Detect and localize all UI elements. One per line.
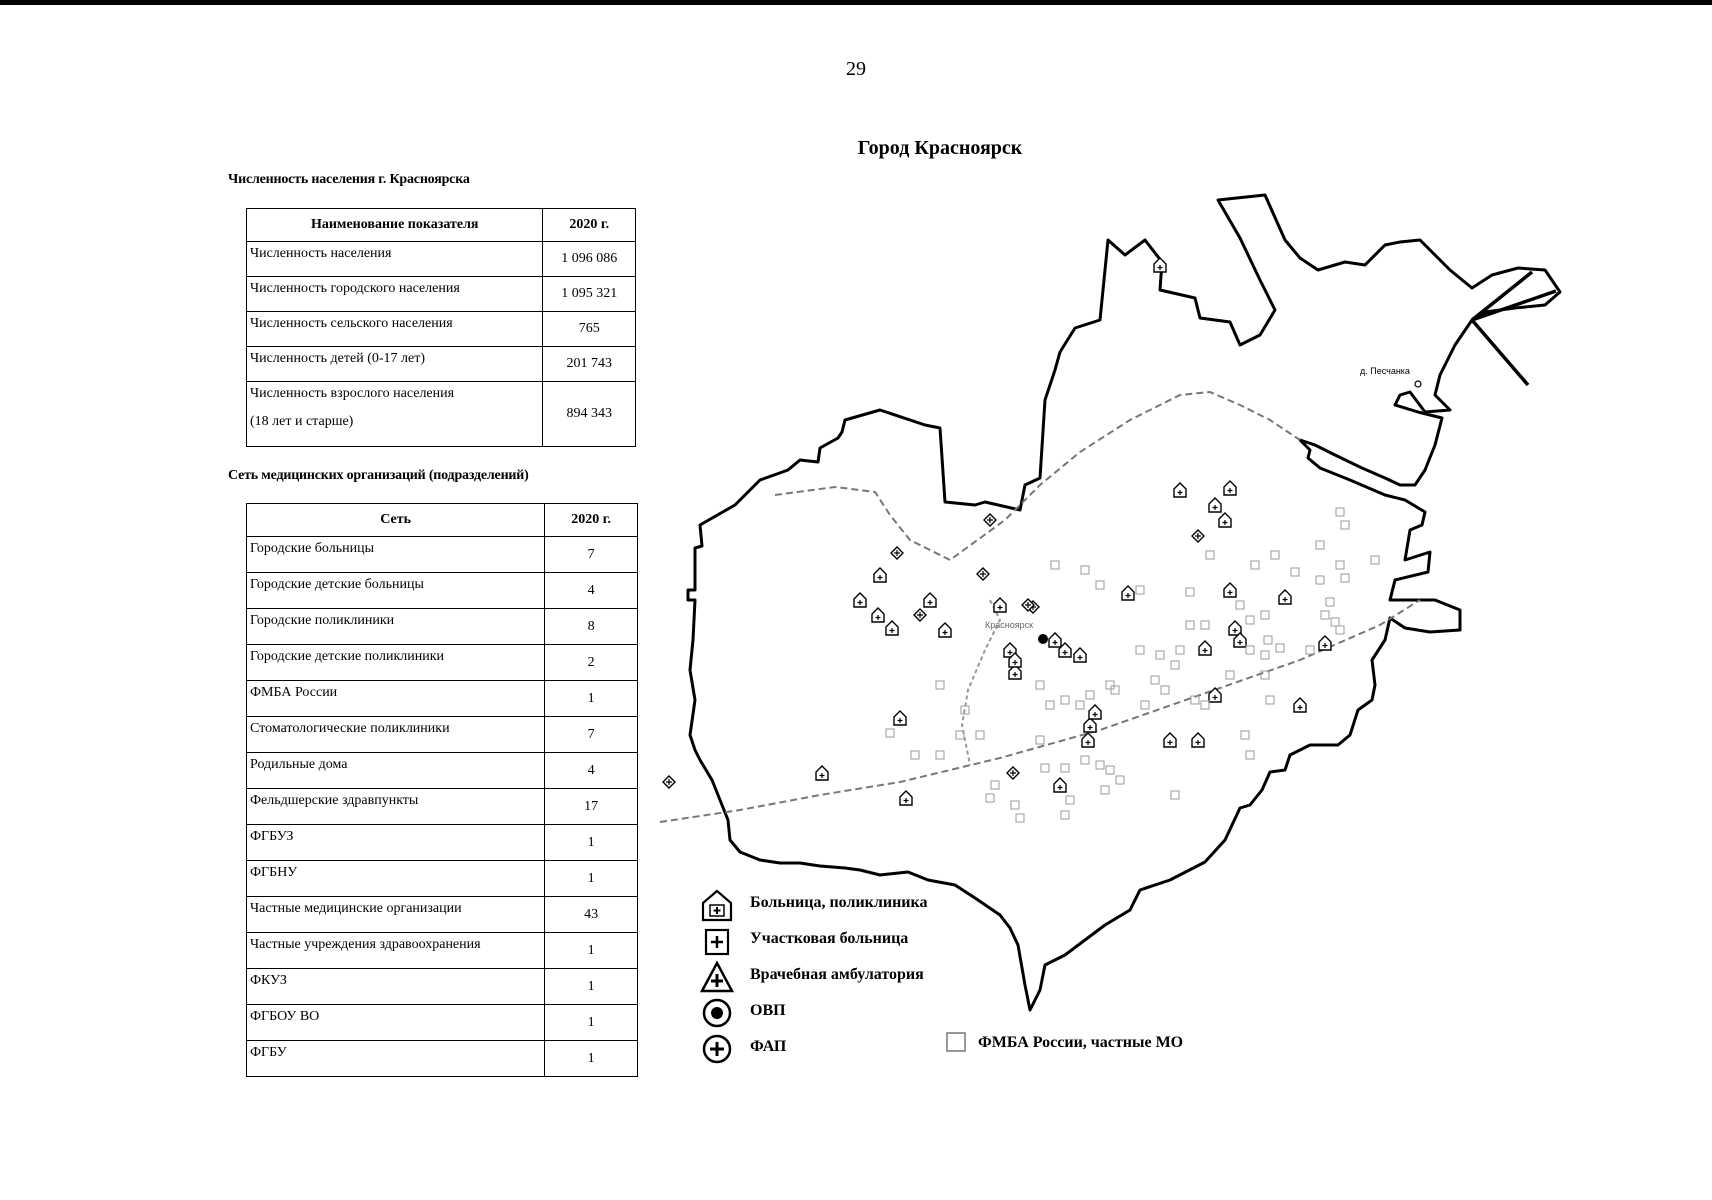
ovp-map-marker bbox=[1038, 634, 1048, 644]
hospital-map-marker bbox=[1319, 636, 1331, 650]
hospital-map-marker bbox=[1199, 641, 1211, 655]
private-map-marker bbox=[1081, 756, 1089, 764]
fap-map-marker bbox=[984, 514, 996, 526]
hospital-map-marker bbox=[1219, 513, 1231, 527]
private-map-marker bbox=[1156, 651, 1164, 659]
private-map-marker bbox=[1186, 621, 1194, 629]
hospital-map-marker bbox=[894, 711, 906, 725]
private-map-marker bbox=[1111, 686, 1119, 694]
private-map-marker bbox=[936, 751, 944, 759]
hospital-map-marker bbox=[939, 623, 951, 637]
hospital-map-marker bbox=[1049, 633, 1061, 647]
private-map-marker bbox=[1206, 551, 1214, 559]
row-label: Частные медицинские организации bbox=[247, 897, 545, 933]
row-value: 7 bbox=[545, 717, 638, 753]
private-map-marker bbox=[991, 781, 999, 789]
row-label: Численность взрослого населения bbox=[250, 386, 455, 401]
legend-item bbox=[700, 924, 1020, 960]
row-label: ФКУЗ bbox=[247, 969, 545, 1005]
private-map-marker bbox=[976, 731, 984, 739]
private-map-marker bbox=[1101, 786, 1109, 794]
legend-label: Больница, поликлиника bbox=[750, 894, 928, 911]
private-map-marker bbox=[1331, 618, 1339, 626]
private-map-marker bbox=[1336, 508, 1344, 516]
private-map-marker bbox=[1246, 751, 1254, 759]
private-map-marker bbox=[1171, 791, 1179, 799]
legend-label: Участковая больница bbox=[750, 930, 909, 947]
map-legend bbox=[700, 888, 1020, 1068]
page-title: Город Красноярск bbox=[857, 137, 1023, 159]
row-value: 7 bbox=[545, 537, 638, 573]
private-map-marker bbox=[1061, 811, 1069, 819]
row-value: 894 343 bbox=[543, 382, 636, 447]
map-label-krasnoyarsk: Красноярск bbox=[985, 620, 1034, 630]
fap-icon bbox=[700, 1032, 734, 1066]
fap-map-marker bbox=[1007, 767, 1019, 779]
fap-map-marker bbox=[891, 547, 903, 559]
row-value: 1 bbox=[545, 861, 638, 897]
peschanka-marker bbox=[1415, 381, 1421, 387]
private-map-marker bbox=[1201, 701, 1209, 709]
row-value: 1 bbox=[545, 681, 638, 717]
population-caption: Численность населения г. Красноярска bbox=[228, 172, 470, 187]
legend-item bbox=[700, 996, 1020, 1032]
row-label: ФМБА России bbox=[247, 681, 545, 717]
private-map-marker bbox=[1264, 636, 1272, 644]
private-map-marker bbox=[1096, 581, 1104, 589]
private-map-marker bbox=[1251, 561, 1259, 569]
row-label: Численность городского населения bbox=[247, 277, 543, 312]
private-map-marker bbox=[1326, 598, 1334, 606]
private-map-marker bbox=[1226, 671, 1234, 679]
hospital-map-marker bbox=[1294, 698, 1306, 712]
row-label: ФГБНУ bbox=[247, 861, 545, 897]
private-map-marker bbox=[1046, 701, 1054, 709]
row-label: ФГБУ bbox=[247, 1041, 545, 1077]
row-label: Численность населения bbox=[247, 242, 543, 277]
fap-map-marker bbox=[914, 609, 926, 621]
legend-item bbox=[700, 888, 1020, 924]
row-value: 17 bbox=[545, 789, 638, 825]
private-map-marker bbox=[1276, 644, 1284, 652]
row-value: 2 bbox=[545, 645, 638, 681]
row-label: ФГБОУ ВО bbox=[247, 1005, 545, 1041]
page-number: 29 bbox=[846, 58, 866, 80]
private-markers bbox=[886, 508, 1379, 822]
hospital-map-marker bbox=[872, 608, 884, 622]
hospital-map-marker bbox=[1209, 688, 1221, 702]
private-map-marker bbox=[1306, 646, 1314, 654]
private-map-marker bbox=[1076, 701, 1084, 709]
row-value: 1 bbox=[545, 933, 638, 969]
row-label: Численность сельского населения bbox=[247, 312, 543, 347]
fap-map-marker bbox=[663, 776, 675, 788]
private-map-marker bbox=[1261, 611, 1269, 619]
private-map-marker bbox=[1016, 814, 1024, 822]
hospital-map-marker bbox=[854, 593, 866, 607]
private-map-marker bbox=[936, 681, 944, 689]
header-year: 2020 г. bbox=[545, 504, 638, 537]
row-value: 1 bbox=[545, 969, 638, 1005]
row-value: 4 bbox=[545, 573, 638, 609]
private-map-marker bbox=[1136, 646, 1144, 654]
hospital-map-marker bbox=[1209, 498, 1221, 512]
private-map-marker bbox=[1106, 681, 1114, 689]
row-value: 1 bbox=[545, 1005, 638, 1041]
hospital-map-marker bbox=[816, 766, 828, 780]
ambulatory-icon bbox=[700, 960, 734, 994]
private-map-marker bbox=[1136, 586, 1144, 594]
private-map-marker bbox=[1266, 696, 1274, 704]
private-map-marker bbox=[1151, 676, 1159, 684]
private-map-marker bbox=[1041, 764, 1049, 772]
private-map-marker bbox=[1171, 661, 1179, 669]
row-label: Родильные дома bbox=[247, 753, 545, 789]
hospital-map-marker bbox=[874, 568, 886, 582]
private-map-marker bbox=[1141, 701, 1149, 709]
row-label: Численность детей (0-17 лет) bbox=[247, 347, 543, 382]
fap-map-marker bbox=[977, 568, 989, 580]
hospital-map-marker bbox=[1054, 778, 1066, 792]
row-label: Городские детские больницы bbox=[247, 573, 545, 609]
row-value: 1 096 086 bbox=[543, 242, 636, 277]
row-label: Стоматологические поликлиники bbox=[247, 717, 545, 753]
private-map-marker bbox=[1036, 736, 1044, 744]
hospital-map-marker bbox=[1089, 705, 1101, 719]
row-value: 8 bbox=[545, 609, 638, 645]
row-value: 43 bbox=[545, 897, 638, 933]
private-map-marker bbox=[1061, 696, 1069, 704]
private-map-marker bbox=[1321, 611, 1329, 619]
private-map-marker bbox=[1236, 601, 1244, 609]
private-map-marker bbox=[1316, 541, 1324, 549]
header-year: 2020 г. bbox=[543, 209, 636, 242]
legend-item bbox=[700, 960, 1020, 996]
private-map-marker bbox=[1061, 764, 1069, 772]
legend-label: ОВП bbox=[750, 1002, 786, 1019]
row-label: Городские поликлиники bbox=[247, 609, 545, 645]
row-label-continued: (18 лет и старше) bbox=[250, 414, 354, 429]
private-map-marker bbox=[1341, 574, 1349, 582]
private-map-marker bbox=[1336, 561, 1344, 569]
fap-markers bbox=[663, 514, 1204, 788]
row-value: 765 bbox=[543, 312, 636, 347]
hospital-map-marker bbox=[886, 621, 898, 635]
private-map-marker bbox=[1086, 691, 1094, 699]
fap-map-marker bbox=[1192, 530, 1204, 542]
private-map-marker bbox=[1081, 566, 1089, 574]
header-indicator: Наименование показателя bbox=[247, 209, 543, 242]
row-value: 1 095 321 bbox=[543, 277, 636, 312]
hospital-map-marker bbox=[1164, 733, 1176, 747]
private-map-marker bbox=[1066, 796, 1074, 804]
private-map-marker bbox=[1036, 681, 1044, 689]
hospital-map-marker bbox=[1084, 718, 1096, 732]
private-map-marker bbox=[1316, 576, 1324, 584]
hospital-map-marker bbox=[1279, 590, 1291, 604]
private-map-marker bbox=[1271, 551, 1279, 559]
private-map-marker bbox=[1096, 761, 1104, 769]
private-map-marker bbox=[1186, 588, 1194, 596]
private-map-marker bbox=[1051, 561, 1059, 569]
hospital-map-marker bbox=[1224, 583, 1236, 597]
ovp-icon bbox=[700, 996, 734, 1030]
private-map-marker bbox=[911, 751, 919, 759]
hospital-polyclinic-icon bbox=[700, 888, 734, 922]
hospital-map-marker bbox=[994, 598, 1006, 612]
legend-label: Врачебная амбулатория bbox=[750, 966, 924, 983]
private-map-marker bbox=[1291, 568, 1299, 576]
row-label: Городские детские поликлиники bbox=[247, 645, 545, 681]
private-map-marker bbox=[1341, 521, 1349, 529]
legend-label: ФМБА России, частные МО bbox=[978, 1034, 1184, 1051]
private-map-marker bbox=[886, 729, 894, 737]
row-value: 201 743 bbox=[543, 347, 636, 382]
private-map-marker bbox=[1246, 646, 1254, 654]
hospital-markers bbox=[816, 258, 1331, 805]
hospital-map-marker bbox=[1154, 258, 1166, 272]
hospital-map-marker bbox=[924, 593, 936, 607]
row-label: Фельдшерские здравпункты bbox=[247, 789, 545, 825]
row-value: 1 bbox=[545, 1041, 638, 1077]
private-map-marker bbox=[986, 794, 994, 802]
private-map-marker bbox=[1201, 621, 1209, 629]
header-network: Сеть bbox=[247, 504, 545, 537]
hospital-map-marker bbox=[1122, 586, 1134, 600]
private-map-marker bbox=[1106, 766, 1114, 774]
hospital-map-marker bbox=[1174, 483, 1186, 497]
row-label: Частные учреждения здравоохранения bbox=[247, 933, 545, 969]
fmba-private-icon bbox=[944, 1030, 968, 1054]
legend-label: ФАП bbox=[750, 1038, 787, 1055]
hospital-map-marker bbox=[1074, 648, 1086, 662]
hospital-map-marker bbox=[1224, 481, 1236, 495]
map-label-peschanka: д. Песчанка bbox=[1360, 366, 1410, 376]
private-map-marker bbox=[1261, 651, 1269, 659]
private-map-marker bbox=[1176, 646, 1184, 654]
private-map-marker bbox=[1116, 776, 1124, 784]
district-hospital-icon bbox=[700, 924, 734, 958]
hospital-map-marker bbox=[1192, 733, 1204, 747]
private-map-marker bbox=[1336, 626, 1344, 634]
legend-item bbox=[700, 1032, 1020, 1068]
row-value: 1 bbox=[545, 825, 638, 861]
private-map-marker bbox=[1011, 801, 1019, 809]
private-map-marker bbox=[1241, 731, 1249, 739]
row-label: ФГБУЗ bbox=[247, 825, 545, 861]
private-map-marker bbox=[1246, 616, 1254, 624]
row-label: Городские больницы bbox=[247, 537, 545, 573]
private-map-marker bbox=[1371, 556, 1379, 564]
boundary-spur-east bbox=[1472, 272, 1556, 385]
hospital-map-marker bbox=[900, 791, 912, 805]
network-caption: Сеть медицинских организаций (подразделений) bbox=[228, 468, 529, 483]
row-value: 4 bbox=[545, 753, 638, 789]
private-map-marker bbox=[1161, 686, 1169, 694]
